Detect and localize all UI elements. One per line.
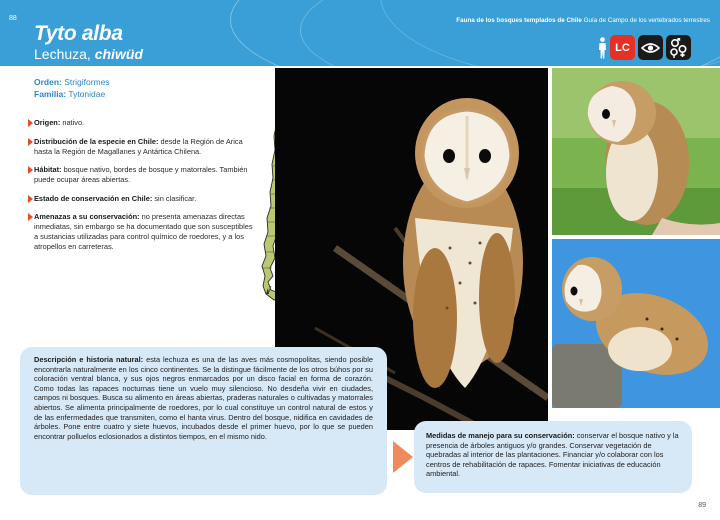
info-habitat — [28, 165, 256, 185]
bullet-arrow-icon — [28, 213, 33, 221]
pointer-arrow-icon — [393, 441, 413, 473]
eye-icon — [638, 35, 663, 60]
header-banner — [0, 0, 720, 66]
series-title-rest: Guía de Campo de los vertebrados terrestres — [581, 17, 710, 24]
info-origin — [28, 118, 256, 128]
info-label: Amenazas a su conservación: — [34, 212, 140, 221]
info-text: nativo. — [60, 118, 85, 127]
taxonomy-family — [34, 88, 110, 100]
management-box — [414, 421, 692, 493]
family-label: Familia: — [34, 89, 67, 99]
description-text: esta lechuza es una de las aves más cosmopolitas, siendo posible encontrarla naturalmente en los cinco continentes. Se la distingue fácilmente de los otros búhos por su coloración ventral blanca, y sus ojos negros enmarcados por un disco facial en forma de corazón. Como todas las rapaces nocturnas tiene un vuelo muy silencioso. No desdeña vivir en ciudades, campos ni bosques. Busca su alimento en áreas abiertas, praderas naturales o cultivadas y matorrales abiertos. Se alimenta principalmente de roedores, por lo cual constituye un control natural de estos y de las enfermedades que transmiten, como el hanta virus. Dentro del bosque, nidifica en cavidades de árboles. Pone entre cuatro y siete huevos, incubados desde el primer huevo, por lo que se pueden encontrar polluelos eclosionados a distintos tiempos, en el mismo nido. — [34, 355, 373, 441]
bullet-arrow-icon — [28, 138, 33, 146]
info-conservation-status — [28, 194, 256, 204]
common-name-main: Lechuza, — [34, 46, 91, 62]
bullet-arrow-icon — [28, 166, 33, 174]
info-text: no presenta amenazas directas inmediatas, sin embargo se ha documentado que son susceptibles a sustancias utilizadas para control químico de roedores, y a los atropellos en carreteras. — [34, 212, 253, 251]
family-value: Tytonidae — [68, 89, 106, 99]
taxonomy-order — [34, 76, 110, 88]
bullet-arrow-icon — [28, 195, 33, 203]
info-label: Estado de conservación en Chile: — [34, 193, 153, 203]
common-name-alt: chiwüd — [94, 46, 143, 62]
info-distribution — [28, 137, 256, 157]
bullet-arrow-icon — [28, 119, 33, 127]
taxonomy — [34, 76, 110, 100]
description-box — [20, 347, 387, 495]
series-title-bold: Fauna de los bosques templados de Chile — [456, 17, 582, 24]
info-label: Hábitat: — [34, 165, 62, 174]
gender-icon — [666, 35, 691, 60]
info-text: desde la Región de Arica hasta la Región de Magallanes y Antártica Chilena. — [34, 136, 243, 156]
person-icon — [598, 37, 607, 59]
photo-owl-perched-side — [552, 68, 720, 235]
status-badges — [598, 35, 691, 60]
info-text: sin clasificar. — [152, 193, 197, 203]
conservation-status-badge — [610, 35, 635, 60]
description-label: Descripción e historia natural: — [34, 355, 144, 364]
info-label: Origen: — [34, 118, 61, 127]
info-label: Distribución de la especie en Chile: — [34, 136, 159, 146]
page-number-right: 89 — [698, 502, 706, 509]
scientific-name: Tyto alba — [34, 22, 123, 45]
info-text: bosque nativo, bordes de bosque y matorrales. También puede ocupar áreas abiertas. — [34, 165, 248, 184]
order-value: Strigiformes — [64, 77, 110, 87]
common-name — [34, 46, 143, 62]
photo-owl-on-post — [552, 239, 720, 408]
management-label: Medidas de manejo para su conservación: — [426, 431, 575, 440]
order-label: Orden: — [34, 77, 62, 87]
series-title — [456, 17, 710, 24]
management-text: conservar el bosque nativo y la presencia de árboles antiguos y/o grandes. Conservar vegetación de quebradas al interior de las plantaciones. Financiar y/o colaborar con los centros de rehabilitación de rapaces. Fomentar iniciativas de educación ambiental. — [426, 431, 679, 479]
conservation-status-label: LC — [615, 41, 630, 54]
page-number-left: 88 — [9, 15, 17, 22]
species-info-list — [28, 118, 256, 261]
info-threats — [28, 212, 256, 252]
